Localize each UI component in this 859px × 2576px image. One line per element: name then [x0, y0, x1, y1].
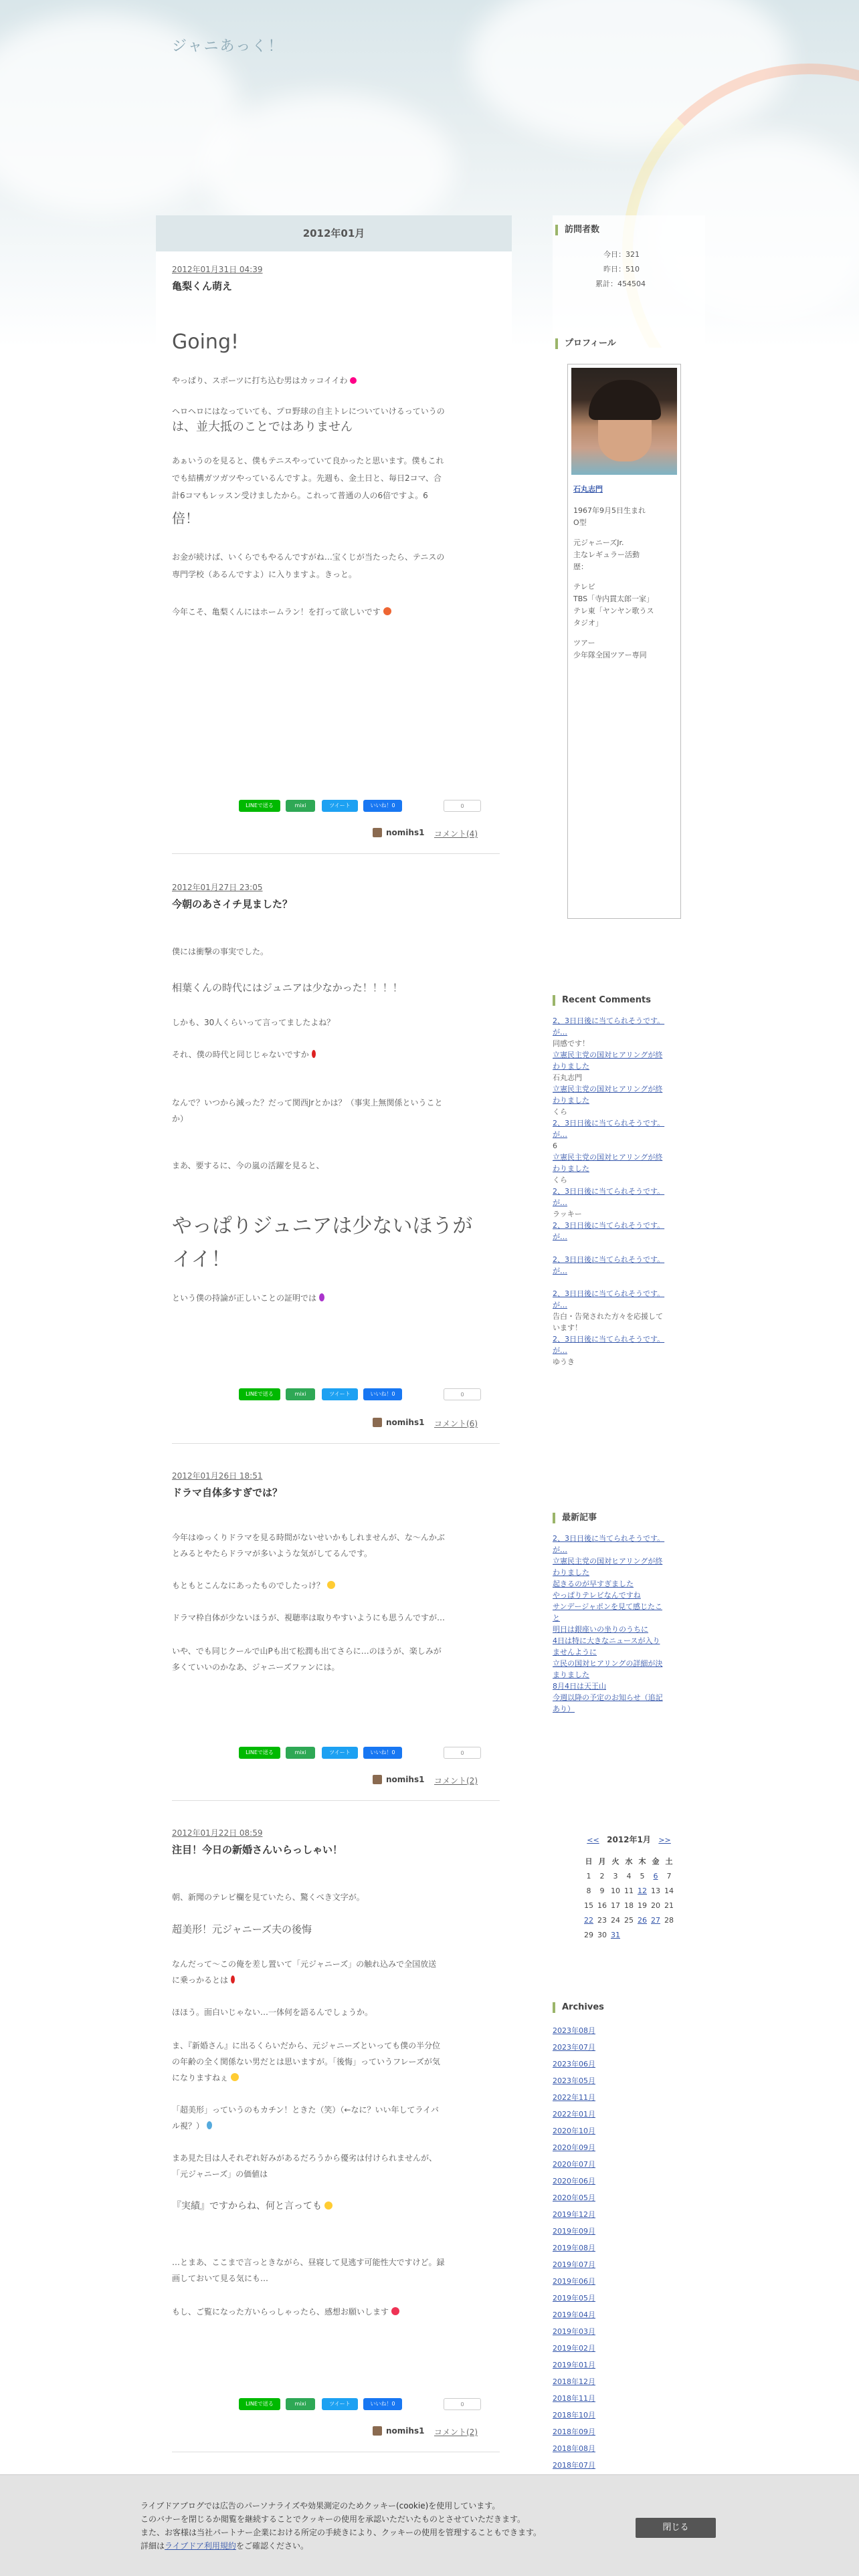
profile-tour1: 少年隊全国ツアー専同: [573, 651, 647, 659]
archive-link[interactable]: 2023年05月: [553, 2076, 595, 2085]
sweat-icon: [207, 2121, 212, 2129]
archive-link[interactable]: 2019年05月: [553, 2294, 595, 2302]
archive-link[interactable]: 2018年12月: [553, 2377, 595, 2386]
share-bar: [239, 1388, 520, 1402]
recent-article-link[interactable]: まりました: [553, 1671, 589, 1679]
visits-yesterday: 昨日：510: [603, 265, 640, 274]
visits-today: 今日：321: [603, 250, 640, 259]
share-bar: [239, 800, 520, 813]
divider: [172, 853, 500, 854]
calendar-weekday: 土: [665, 1857, 673, 1866]
calendar-day: 21: [664, 1901, 674, 1910]
calendar-day: 2: [599, 1871, 605, 1881]
recent-comments-list: [553, 1015, 705, 1368]
calendar-day: 4: [626, 1871, 632, 1881]
comments-link[interactable]: コメント(2): [434, 1776, 478, 1786]
comment-author: 告白・告発された方々を応援して: [553, 1312, 663, 1321]
body-line: やっぱり、スポーツに打ち込む男はカッコイイわ: [172, 373, 500, 388]
body-line: もともとこんなにあったものでしたっけ？: [172, 1578, 500, 1593]
share-bar: [239, 1747, 520, 1760]
profile-heading: プロフィール: [555, 338, 616, 349]
body-line: 計6コマもレッスン受けましたから。これって普通の人の6倍ですよ。6: [172, 491, 428, 500]
article-body: [172, 1530, 500, 1691]
profile-tv1: TBS「寺内貫太郎一家」: [573, 595, 654, 603]
cookie-text: [140, 2499, 636, 2553]
cookie-line: このバナーを閉じるか閲覧を継続することでクッキーの使用を承認いただいたものとさせていただきます。: [140, 2514, 526, 2524]
body-line: …とまあ、ここまで言っときながら、昼寝して見逃す可能性大ですけど。録: [172, 2258, 445, 2267]
archives: [553, 2002, 705, 2474]
calendar-day-link[interactable]: 31: [611, 1930, 620, 1939]
body-line: あぁいうのを見ると、僕もテニスやっていて良かったと思います。僕もこれ: [172, 456, 444, 465]
archive-link[interactable]: 2022年01月: [553, 2110, 595, 2119]
calendar-day: 25: [624, 1915, 634, 1925]
body-line: 「元ジャニーズ」の価値は: [172, 2169, 268, 2179]
profile-name[interactable]: 石丸志門: [573, 485, 603, 494]
line-share-button[interactable]: LINEで送る: [239, 1388, 280, 1400]
article-footer: [172, 827, 500, 840]
body-line: しかも、30人くらいって言ってましたよね？: [172, 1018, 335, 1027]
calendar-day: 8: [586, 1886, 591, 1895]
calendar-nav: [553, 1834, 705, 1846]
calendar-day: 29: [584, 1930, 593, 1939]
body-line: 相葉くんの時代にはジュニアは少なかった！！！！: [172, 982, 403, 994]
facebook-like-button[interactable]: いいね！0: [363, 2398, 402, 2410]
recent-article-link[interactable]: 立憲民主党の国対ヒアリングが終: [553, 1557, 663, 1566]
archive-link[interactable]: 2023年06月: [553, 2060, 595, 2068]
tweet-button[interactable]: ツイート: [322, 1388, 358, 1400]
comment-article-link[interactable]: 立憲民主党の国対ヒアリングが終: [553, 1051, 663, 1059]
facebook-like-button[interactable]: いいね！0: [363, 1388, 402, 1400]
archive-link[interactable]: 2018年07月: [553, 2461, 595, 2470]
mixi-share-button[interactable]: mixi: [286, 800, 315, 812]
comment-article-link[interactable]: が…: [553, 1267, 567, 1275]
body-line: の年齢の全く関係ない男だとは思いますが。「後悔」っていうフレーズが気: [172, 2057, 440, 2066]
comment-author-cont: います！: [553, 1323, 582, 1332]
profile-photo: [571, 368, 677, 475]
site-title[interactable]: ジャニあっく！: [172, 38, 284, 55]
body-line: いや、でも同じクールで山Pも出て松潤も出てさらに…のほうが、楽しみが: [172, 1646, 442, 1656]
recent-article-link[interactable]: 今週以降の予定のお知らせ（追記: [553, 1693, 663, 1702]
body-line: まあ見た目は人それぞれ好みがあるだろうから優劣は付けられませんが、: [172, 2153, 438, 2163]
article-body: [172, 944, 500, 1319]
body-line: ヘロヘロにはなっていても、プロ野球の自主トレについていけるっていうの: [172, 407, 445, 416]
calendar-day: 13: [651, 1886, 660, 1895]
archive-link[interactable]: 2020年09月: [553, 2143, 595, 2152]
body-line: になりますねぇ: [172, 2070, 500, 2085]
comment-author: ラッキー: [553, 1210, 582, 1218]
like-button[interactable]: 0: [444, 1388, 481, 1400]
recent-article-link[interactable]: 8月4日は天王山: [553, 1682, 606, 1691]
article-title[interactable]: 亀梨くん萌え: [172, 280, 233, 292]
profile-blood: O型: [573, 518, 587, 527]
body-line: か）: [172, 1114, 189, 1123]
article: [172, 881, 500, 911]
archive-link[interactable]: 2019年04月: [553, 2311, 595, 2319]
article-title[interactable]: 今朝のあさイチ見ました？: [172, 898, 293, 910]
calendar-title: 2012年1月: [607, 1835, 651, 1844]
article: [172, 263, 500, 293]
smile-icon: [324, 2202, 332, 2210]
profile-history: 歴：: [573, 562, 588, 571]
archives-heading: Archives: [553, 2002, 705, 2013]
author-name[interactable]: nomihs1: [386, 2426, 425, 2436]
calendar-day-link[interactable]: 27: [651, 1915, 660, 1925]
line-share-button[interactable]: LINEで送る: [239, 2398, 280, 2410]
article-date[interactable]: 2012年01月27日 23:05: [172, 883, 263, 892]
like-button[interactable]: 0: [444, 800, 481, 812]
line-share-button[interactable]: LINEで送る: [239, 1747, 280, 1759]
calendar-weekday: 日: [585, 1857, 593, 1866]
comment-article-link[interactable]: 立憲民主党の国対ヒアリングが終: [553, 1153, 663, 1162]
body-line: イイ！: [172, 1248, 231, 1271]
body-line: 『実績』ですからね、何と言っても: [172, 2199, 500, 2214]
calendar-day: 20: [651, 1901, 660, 1910]
body-line: でも結構ガツガツやっているんですよ。先週も、金土日と、毎日2コマ、合: [172, 473, 442, 483]
calendar-day: 10: [611, 1886, 620, 1895]
comment-article-link[interactable]: わりました: [553, 1062, 589, 1071]
body-line: ドラマ枠自体が少ないほうが、視聴率は取りやすいようにも思うんですが…: [172, 1613, 446, 1622]
calendar-day: 28: [664, 1915, 674, 1925]
mixi-share-button[interactable]: mixi: [286, 1388, 315, 1400]
calendar-day: 30: [597, 1930, 607, 1939]
calendar-day[interactable]: [649, 1913, 662, 1927]
comments-link[interactable]: コメント(6): [434, 1419, 478, 1428]
author-name[interactable]: nomihs1: [386, 1775, 425, 1784]
body-line: 朝、新聞のテレビ欄を見ていたら、驚くべき文字が。: [172, 1893, 365, 1902]
archive-link[interactable]: 2018年11月: [553, 2394, 595, 2403]
body-line: 専門学校（あるんですよ）に入りますよ。きっと。: [172, 570, 357, 579]
body-line: 今年こそ、亀梨くんにはホームラン！を打って欲しいです: [172, 605, 500, 619]
comment-article-link[interactable]: 立憲民主党の国対ヒアリングが終: [553, 1085, 663, 1093]
profile-jr: 元ジャニーズJr.: [573, 538, 624, 547]
cookie-banner: [0, 2474, 859, 2576]
calendar-day: 17: [611, 1901, 620, 1910]
archive-link[interactable]: 2020年10月: [553, 2127, 595, 2135]
body-line: ほほう。面白いじゃない…一体何を語るんでしょうか。: [172, 2008, 373, 2017]
recent-article-link[interactable]: と: [553, 1614, 560, 1622]
like-button[interactable]: 0: [444, 2398, 481, 2410]
facebook-like-button[interactable]: いいね！0: [363, 1747, 402, 1759]
visits-heading: 訪問者数: [555, 225, 599, 235]
archive-link[interactable]: 2019年12月: [553, 2210, 595, 2219]
comment-article-link[interactable]: 2、3日日後に当てられそうです。: [553, 1119, 665, 1128]
recent-article-link[interactable]: 明日は銀座いの坐りのうちに: [553, 1625, 648, 1634]
calendar-day[interactable]: [609, 1927, 622, 1942]
tweet-button[interactable]: ツイート: [322, 1747, 358, 1759]
comments-link[interactable]: コメント(2): [434, 2428, 478, 2437]
recent-article-link[interactable]: 立民の国対ヒアリングの詳細が決: [553, 1659, 663, 1668]
calendar-day: 5: [640, 1871, 645, 1881]
calendar-day: 14: [664, 1886, 674, 1895]
comment-author: 石丸志門: [553, 1073, 582, 1082]
comment-author: [553, 1277, 705, 1288]
article-body: [172, 329, 500, 864]
body-line: お金が続けば、いくらでもやるんですがね…宝くじが当たったら、テニスの: [172, 552, 445, 562]
pleading-icon: [391, 2307, 399, 2315]
comment-article-link[interactable]: わりました: [553, 1096, 589, 1105]
body-line: ま、『新婚さん』に出るくらいだから、元ジャニーズといっても僕の半分位: [172, 2041, 441, 2050]
article: [172, 1827, 500, 1856]
author-name[interactable]: nomihs1: [386, 828, 425, 837]
archive-link[interactable]: 2019年01月: [553, 2361, 595, 2369]
tweet-button[interactable]: ツイート: [322, 2398, 358, 2410]
archive-link[interactable]: 2022年11月: [553, 2093, 595, 2102]
smile-icon: [327, 1581, 335, 1589]
heart-icon: [350, 377, 357, 384]
month-header: 2012年01月: [156, 215, 512, 251]
article-date[interactable]: 2012年01月22日 08:59: [172, 1828, 263, 1838]
calendar-day: 19: [638, 1901, 647, 1910]
author-avatar: [373, 828, 382, 837]
main-column: [156, 215, 512, 2476]
body-line: ル視？）: [172, 2119, 500, 2133]
archive-link[interactable]: 2019年06月: [553, 2277, 595, 2286]
calendar-day: [622, 1927, 636, 1942]
calendar-day: 1: [586, 1871, 591, 1881]
calendar-weekday: 月: [598, 1857, 606, 1866]
line-share-button[interactable]: LINEで送る: [239, 800, 280, 812]
author-name[interactable]: nomihs1: [386, 1418, 425, 1427]
profile-tv3: タジオ」: [573, 619, 603, 627]
author-avatar: [373, 1775, 382, 1784]
comment-author: 6: [553, 1142, 557, 1150]
archive-link[interactable]: 2019年03月: [553, 2327, 595, 2336]
recent-article-link[interactable]: わりました: [553, 1568, 589, 1577]
comment-author: くら: [553, 1107, 567, 1116]
comment-article-link[interactable]: が…: [553, 1232, 567, 1241]
comment-article-link[interactable]: 2、3日日後に当てられそうです。: [553, 1221, 665, 1230]
article-body: [172, 1890, 500, 2358]
calendar-day: [636, 1927, 649, 1942]
comment-article-link[interactable]: が…: [553, 1198, 567, 1207]
body-line: 「超美形」っていうのもカチン！ときた（笑）（←なに？いい年してライバ: [172, 2105, 439, 2115]
comment-article-link[interactable]: 2、3日日後に当てられそうです。: [553, 1016, 665, 1025]
body-line: 倍！: [172, 510, 199, 526]
recent-article-link[interactable]: ませんように: [553, 1648, 597, 1656]
divider: [172, 1443, 500, 1444]
comment-article-link[interactable]: 2、3日日後に当てられそうです。: [553, 1187, 665, 1196]
profile-activities: 主なレギュラー活動: [573, 550, 640, 559]
recent-articles-list: [553, 1533, 705, 1715]
body-line: まあ、要するに、今の嵐の活躍を見ると、: [172, 1161, 324, 1170]
recent-article-link[interactable]: 2、3日日後に当てられそうです。: [553, 1534, 665, 1543]
body-line: なんだって〜この俺を差し置いて「元ジャニーズ」の触れ込みで全国放送: [172, 1959, 437, 1969]
body-line: という僕の持論が正しいことの証明では: [172, 1291, 500, 1305]
calendar-weekday: 金: [652, 1857, 660, 1866]
body-line: Going!: [172, 330, 240, 354]
exclamation-icon: [231, 1975, 235, 1983]
comment-article-link[interactable]: が…: [553, 1346, 567, 1355]
cookie-line: ライブドアブログでは広告のパーソナライズや効果測定のためクッキー(cookie)を使用しています。: [140, 2501, 500, 2510]
cookie-line: また、お客様は当社パートナー企業における所定の手続きにより、クッキーの使用を管理することもできます。: [140, 2528, 542, 2537]
calendar-next[interactable]: >>: [658, 1836, 671, 1844]
archive-link[interactable]: 2020年06月: [553, 2177, 595, 2185]
calendar-prev[interactable]: <<: [587, 1836, 599, 1844]
calendar: [553, 1834, 705, 1942]
question-icon: [319, 1293, 324, 1301]
profile-box: [567, 364, 681, 919]
article-date[interactable]: 2012年01月26日 18:51: [172, 1471, 263, 1481]
calendar-day-link[interactable]: 6: [653, 1871, 658, 1881]
share-bar: [239, 2398, 520, 2411]
recent-article-link[interactable]: 起きるのが早すぎました: [553, 1580, 634, 1588]
body-line: とみるとやたらドラマが多いような気がしてるんです。: [172, 1549, 373, 1558]
recent-article-link[interactable]: サンデージャポンを見て感じたこ: [553, 1602, 663, 1611]
mixi-share-button[interactable]: mixi: [286, 1747, 315, 1759]
comment-article-link[interactable]: が…: [553, 1130, 567, 1139]
article-title[interactable]: 注目！今日の新婚さんいらっしゃい！: [172, 1844, 343, 1856]
profile-tv-heading: テレビ: [573, 582, 595, 591]
baseball-bat-icon: [383, 607, 391, 615]
article-footer: [172, 2425, 500, 2438]
archive-link[interactable]: 2023年07月: [553, 2043, 595, 2052]
recent-article-link[interactable]: あり）: [553, 1705, 575, 1713]
calendar-weekday: 火: [611, 1857, 619, 1866]
recent-articles-heading: 最新記事: [553, 1513, 705, 1523]
calendar-day-link[interactable]: 22: [584, 1915, 593, 1925]
calendar-day: 24: [611, 1915, 620, 1925]
article-title[interactable]: ドラマ自体多すぎでは？: [172, 1487, 283, 1499]
recent-comments: [553, 995, 705, 1368]
comment-article-link[interactable]: わりました: [553, 1164, 589, 1173]
profile-born: 1967年9月5日生まれ: [573, 506, 646, 515]
comment-author: 同感です！: [553, 1039, 589, 1048]
comment-article-link[interactable]: 2、3日日後に当てられそうです。: [553, 1289, 665, 1298]
archive-link[interactable]: 2019年02月: [553, 2344, 595, 2353]
author-avatar: [373, 2426, 382, 2436]
calendar-day: 16: [597, 1901, 607, 1910]
body-line: もし、ご覧になった方いらっしゃったら、感想お願いします: [172, 2304, 500, 2319]
body-line: は、並大抵のことではありません: [172, 420, 353, 434]
calendar-day: 9: [599, 1886, 605, 1895]
body-line: 今年はゆっくりドラマを見る時間がないせいかもしれませんが、な〜んかぶ: [172, 1533, 445, 1542]
calendar-day[interactable]: [636, 1913, 649, 1927]
comment-author: [553, 1243, 705, 1254]
comments-link[interactable]: コメント(4): [434, 829, 478, 839]
archive-link[interactable]: 2018年09月: [553, 2428, 595, 2436]
archive-link[interactable]: 2018年10月: [553, 2411, 595, 2420]
archive-link[interactable]: 2023年08月: [553, 2026, 595, 2035]
comment-article-link[interactable]: 2、3日日後に当てられそうです。: [553, 1335, 665, 1344]
comment-article-link[interactable]: 2、3日日後に当てられそうです。: [553, 1255, 665, 1264]
calendar-weekday: 木: [638, 1857, 646, 1866]
comment-article-link[interactable]: が…: [553, 1301, 567, 1309]
profile-tv2: テレ東「ヤンヤン歌うス: [573, 607, 654, 615]
archive-link[interactable]: 2018年08月: [553, 2444, 595, 2453]
calendar-day: 23: [597, 1915, 607, 1925]
archive-link[interactable]: 2019年08月: [553, 2244, 595, 2252]
body-line: に乗っかるとは: [172, 1973, 500, 1988]
calendar-day[interactable]: [649, 1868, 662, 1883]
article-footer: [172, 1774, 500, 1787]
article-date[interactable]: 2012年01月31日 04:39: [172, 265, 263, 274]
tweet-button[interactable]: ツイート: [322, 800, 358, 812]
calendar-grid: [582, 1854, 676, 1942]
body-line: それ、僕の時代と同じじゃないですか: [172, 1047, 500, 1062]
calendar-day: 15: [584, 1901, 593, 1910]
facebook-like-button[interactable]: いいね！0: [363, 800, 402, 812]
profile-tour-heading: ツアー: [573, 639, 595, 647]
archive-link[interactable]: 2020年05月: [553, 2193, 595, 2202]
smile-icon: [231, 2073, 239, 2081]
divider: [172, 1800, 500, 1801]
exclamation-icon: [312, 1050, 316, 1058]
body-line: やっぱりジュニアは少ないほうが: [172, 1214, 473, 1238]
body-line: 画しておいて見る気にも…: [172, 2274, 269, 2283]
comment-article-link[interactable]: が…: [553, 1028, 567, 1037]
author-avatar: [373, 1418, 382, 1427]
recent-article-link[interactable]: が…: [553, 1545, 567, 1554]
calendar-weekday: 水: [625, 1857, 633, 1866]
calendar-day: 7: [666, 1871, 672, 1881]
body-line: 超美形！元ジャニーズ夫の後悔: [172, 1923, 312, 1935]
body-line: 多くていいのかなあ、ジャニーズファンには。: [172, 1662, 340, 1672]
comment-author: くら: [553, 1176, 567, 1184]
recent-article-link[interactable]: 4日は特に大きなニュースが入り: [553, 1636, 660, 1645]
visits-total: 累計：454504: [595, 280, 646, 288]
cookie-close-button[interactable]: 閉じる: [636, 2518, 716, 2538]
article-footer: [172, 1416, 500, 1430]
archive-link[interactable]: 2019年09月: [553, 2227, 595, 2236]
recent-article-link[interactable]: やっぱりテレビなんですね: [553, 1591, 641, 1600]
calendar-day: 3: [613, 1871, 618, 1881]
calendar-day: [649, 1927, 662, 1942]
archives-list: [553, 2022, 705, 2474]
like-button[interactable]: 0: [444, 1747, 481, 1759]
mixi-share-button[interactable]: mixi: [286, 2398, 315, 2410]
body-line: 僕には衝撃の事実でした。: [172, 947, 269, 956]
calendar-day[interactable]: [582, 1913, 595, 1927]
archive-link[interactable]: 2020年07月: [553, 2160, 595, 2169]
calendar-day-link[interactable]: 12: [638, 1886, 647, 1895]
comment-author: ゆうき: [553, 1358, 575, 1366]
article: [172, 1470, 500, 1499]
recent-comments-heading: Recent Comments: [553, 995, 705, 1006]
cookie-line: 詳細はライブドア利用規約をご確認ください。: [140, 2541, 308, 2551]
recent-articles: [553, 1513, 705, 1715]
calendar-day-link[interactable]: 26: [638, 1915, 647, 1925]
body-line: なんで？いつから減った？だって関西Jrとかは？（事実上無関係ということ: [172, 1098, 443, 1107]
calendar-day: [662, 1927, 676, 1942]
archive-link[interactable]: 2019年07月: [553, 2260, 595, 2269]
calendar-day: 18: [624, 1901, 634, 1910]
terms-link[interactable]: ライブドア利用規約: [165, 2541, 236, 2551]
calendar-day: 11: [624, 1886, 634, 1895]
calendar-day[interactable]: [636, 1883, 649, 1898]
